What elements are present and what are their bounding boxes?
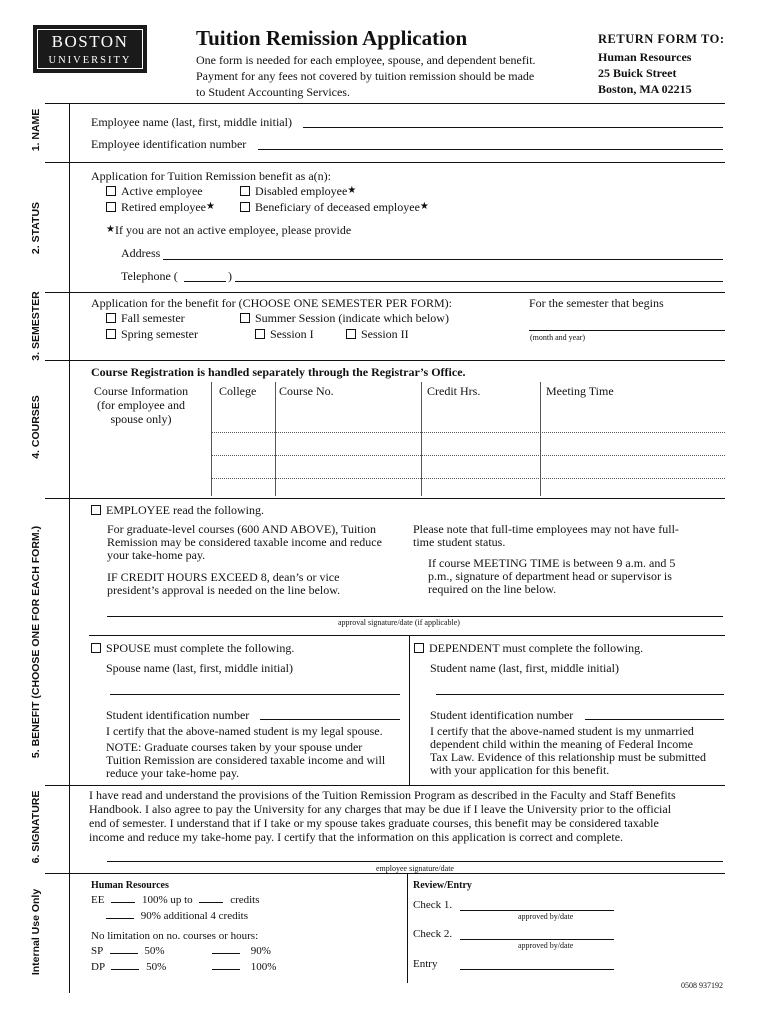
course-row-2[interactable] — [211, 455, 725, 456]
ee-percent-label: 100% up to — [141, 894, 193, 906]
paragraph-line: If course MEETING TIME is between 9 a.m. and 5 — [428, 556, 676, 570]
section-label-courses: 4. COURSES — [30, 395, 42, 459]
section-label-signature: 6. SIGNATURE — [30, 790, 42, 864]
registration-notice: Course Registration is handled separately through the Registrar’s Office. — [91, 365, 466, 379]
sp-90-blank[interactable] — [212, 953, 240, 954]
inactive-note — [106, 223, 351, 238]
paragraph-line: dependent child within the meaning of Federal Income — [430, 737, 693, 751]
disabled-employee-label: Disabled employee — [255, 184, 348, 198]
spring-semester-checkbox[interactable] — [106, 329, 116, 339]
return-address-line: 25 Buick Street — [598, 66, 677, 80]
session-1-option[interactable] — [255, 327, 314, 342]
star-marker: ★ — [419, 201, 429, 212]
paragraph-line: I have read and understand the provisions of the Tuition Remission Program as described in the Faculty and Staff Benefits — [89, 788, 676, 802]
sp-90-row — [212, 945, 271, 957]
spouse-benefit-option[interactable] — [91, 641, 294, 656]
sp-row — [91, 945, 165, 957]
employee-benefit-label: EMPLOYEE read the following. — [106, 503, 264, 517]
spouse-dependent-divider — [409, 635, 410, 785]
additional-blank[interactable] — [106, 918, 134, 919]
retired-employee-label: Retired employee — [121, 200, 206, 214]
disabled-employee-option[interactable] — [240, 184, 356, 199]
employee-id-field[interactable] — [258, 149, 723, 150]
intro-line: One form is needed for each employee, spouse, and dependent benefit. — [196, 53, 536, 67]
check-1-caption: approved by/date — [518, 912, 574, 921]
spouse-id-label: Student identification number — [106, 708, 250, 722]
section-label-name: 1. NAME — [30, 108, 42, 152]
section-divider — [45, 873, 725, 874]
area-code-field[interactable] — [184, 281, 226, 282]
employee-name-label: Employee name (last, first, middle initial) — [91, 115, 292, 129]
spring-semester-label: Spring semester — [121, 327, 198, 341]
approval-signature-caption: approval signature/date (if applicable) — [338, 618, 460, 627]
dependent-certify — [430, 725, 706, 777]
paragraph-line: For graduate-level courses (600 AND ABOVE), Tuition — [107, 522, 376, 536]
dependent-benefit-checkbox[interactable] — [414, 643, 424, 653]
section-label-semester: 3. SEMESTER — [30, 291, 42, 361]
paragraph-line: Remission may be considered taxable income and reduce — [107, 535, 382, 549]
spouse-taxable-note — [106, 741, 385, 780]
dp-blank[interactable] — [111, 969, 139, 970]
benefit-subdivider — [89, 635, 725, 636]
dependent-id-label: Student identification number — [430, 708, 574, 722]
active-employee-checkbox[interactable] — [106, 186, 116, 196]
dependent-benefit-option[interactable] — [414, 641, 643, 656]
full-time-note — [413, 523, 679, 549]
logo-line-2: UNIVERSITY — [48, 55, 132, 66]
check-2-caption: approved by/date — [518, 941, 574, 950]
credit-hours-note — [107, 571, 340, 597]
status-prompt: Application for Tuition Remission benefit as a(n): — [91, 169, 331, 183]
summer-session-label: Summer Session (indicate which below) — [255, 311, 449, 325]
star-marker: ★ — [106, 224, 115, 235]
paragraph-line: required on the line below. — [428, 582, 557, 596]
ee-row — [91, 894, 260, 906]
paragraph-line: NOTE: Graduate courses taken by your spouse under — [106, 740, 363, 754]
fall-semester-option[interactable] — [106, 311, 185, 326]
intro-line: to Student Accounting Services. — [196, 85, 350, 99]
return-label: RETURN FORM TO: — [598, 32, 725, 46]
check-2-label: Check 2. — [413, 928, 453, 940]
beneficiary-checkbox[interactable] — [240, 202, 250, 212]
sp-blank[interactable] — [110, 953, 138, 954]
paragraph-line: p.m., signature of department head or supervisor is — [428, 569, 672, 583]
ee-credits-blank[interactable] — [199, 902, 223, 903]
semester-begins-field[interactable] — [529, 330, 725, 331]
section-label-status: 2. STATUS — [30, 201, 42, 255]
star-marker: ★ — [205, 201, 215, 212]
signature-agreement — [89, 788, 676, 844]
check-2-field[interactable] — [460, 939, 614, 940]
course-row-1[interactable] — [211, 432, 725, 433]
spouse-benefit-label: SPOUSE must complete the following. — [106, 641, 295, 655]
credits-label: credits — [230, 894, 260, 906]
fall-semester-label: Fall semester — [121, 311, 185, 325]
employee-signature-caption: employee signature/date — [376, 864, 454, 873]
beneficiary-label: Beneficiary of deceased employee — [255, 200, 420, 214]
paragraph-line: Tax Law. Evidence of this relationship must be submitted — [430, 750, 706, 764]
column-meeting-time: Meeting Time — [546, 384, 614, 398]
telephone-label: Telephone ( — [121, 269, 178, 283]
spouse-certify: I certify that the above-named student is my legal spouse. — [106, 724, 383, 738]
summer-session-checkbox[interactable] — [240, 313, 250, 323]
star-marker: ★ — [347, 185, 357, 196]
semester-begins-label: For the semester that begins — [529, 296, 664, 310]
employee-benefit-option[interactable] — [91, 503, 264, 518]
approval-signature-field[interactable] — [107, 616, 723, 617]
retired-employee-option[interactable] — [106, 200, 215, 215]
ee-label: EE — [91, 894, 105, 906]
telephone-field[interactable] — [235, 281, 723, 282]
hr-heading: Human Resources — [91, 880, 169, 891]
fall-semester-checkbox[interactable] — [106, 313, 116, 323]
spouse-name-field[interactable] — [110, 694, 400, 695]
paragraph-line: end of semester. I understand that if I take or my spouse takes graduate courses, this benefit may be considered taxable — [89, 816, 659, 830]
employee-id-label: Employee identification number — [91, 137, 247, 151]
active-employee-option[interactable] — [106, 184, 203, 199]
section-divider — [45, 360, 725, 361]
section-divider — [45, 162, 725, 163]
retired-employee-checkbox[interactable] — [106, 202, 116, 212]
telephone-close: ) — [228, 269, 232, 283]
address-label: Address — [121, 246, 161, 260]
session-2-label: Session II — [361, 327, 409, 341]
paragraph-line: with your application for this benefit. — [430, 763, 610, 777]
column-credit-hrs: Credit Hrs. — [427, 384, 481, 398]
column-course-no: Course No. — [279, 384, 334, 398]
paragraph-line: president’s approval is needed on the line below. — [107, 583, 341, 597]
logo-line-1: BOSTON — [51, 32, 129, 51]
section-divider — [45, 103, 725, 104]
section-divider — [45, 292, 725, 293]
return-address — [598, 49, 692, 97]
employee-graduate-note — [107, 523, 382, 562]
semester-prompt: Application for the benefit for (CHOOSE ONE SEMESTER PER FORM): — [91, 296, 452, 310]
paragraph-line: IF CREDIT HOURS EXCEED 8, dean’s or vice — [107, 570, 340, 584]
dp-50-label: 50% — [146, 961, 167, 973]
additional-row — [106, 910, 248, 922]
spouse-id-field[interactable] — [260, 719, 400, 720]
paragraph-line: time student status. — [413, 535, 506, 549]
session-1-label: Session I — [270, 327, 314, 341]
dp-row — [91, 961, 166, 973]
intro-line: Payment for any fees not covered by tuition remission should be made — [196, 69, 535, 83]
dependent-id-field[interactable] — [585, 719, 724, 720]
paragraph-line: reduce your take-home pay. — [106, 766, 240, 780]
review-heading: Review/Entry — [413, 880, 472, 891]
employee-signature-field[interactable] — [107, 861, 723, 862]
employee-benefit-checkbox[interactable] — [91, 505, 101, 515]
dp-label: DP — [91, 961, 105, 973]
sp-90-label: 90% — [250, 945, 271, 957]
internal-divider — [407, 873, 408, 983]
dp-100-row — [212, 961, 276, 973]
beneficiary-option[interactable] — [240, 200, 429, 215]
meeting-time-note — [428, 557, 675, 596]
address-field[interactable] — [163, 259, 723, 260]
dependent-name-label: Student name (last, first, middle initial) — [430, 661, 619, 675]
paragraph-line: Handbook. I also agree to pay the University for any charges that may be due if I leave the University prior to the official — [89, 802, 672, 816]
section-divider — [45, 785, 725, 786]
paragraph-line: your take-home pay. — [107, 548, 206, 562]
column-college: College — [219, 384, 257, 398]
course-row-3[interactable] — [211, 478, 725, 479]
check-1-label: Check 1. — [413, 899, 453, 911]
no-limit-label: No limitation on no. courses or hours: — [91, 930, 259, 942]
paragraph-line: income and reduce my take-home pay. I certify that the information on this application is correct and complete. — [89, 830, 624, 844]
return-address-line: Boston, MA 02215 — [598, 82, 692, 96]
session-1-checkbox[interactable] — [255, 329, 265, 339]
course-info-line: Course Information — [93, 384, 189, 398]
paragraph-line: Please note that full-time employees may not have full- — [413, 522, 679, 536]
paragraph-line: Tuition Remission are considered taxable income and will — [106, 753, 386, 767]
session-2-option[interactable] — [346, 327, 409, 342]
form-intro — [196, 52, 576, 100]
form-title: Tuition Remission Application — [196, 26, 468, 50]
dp-100-label: 100% — [250, 961, 277, 973]
summer-session-option[interactable] — [240, 311, 449, 326]
spouse-benefit-checkbox[interactable] — [91, 643, 101, 653]
month-year-caption: (month and year) — [530, 333, 586, 342]
section-label-internal: Internal Use Only — [30, 888, 42, 976]
active-employee-label: Active employee — [121, 184, 203, 198]
return-address-line: Human Resources — [598, 50, 692, 64]
check-1-field[interactable] — [460, 910, 614, 911]
section-divider — [45, 498, 725, 499]
spring-semester-option[interactable] — [106, 327, 198, 342]
session-2-checkbox[interactable] — [346, 329, 356, 339]
course-info-line: spouse only) — [110, 412, 172, 426]
entry-field[interactable] — [460, 969, 614, 970]
disabled-employee-checkbox[interactable] — [240, 186, 250, 196]
boston-university-logo — [33, 25, 147, 73]
sp-50-label: 50% — [144, 945, 165, 957]
ee-blank[interactable] — [111, 902, 135, 903]
section-sidebar — [45, 103, 70, 993]
dependent-benefit-label: DEPENDENT must complete the following. — [429, 641, 644, 655]
sp-label: SP — [91, 945, 103, 957]
spouse-name-label: Spouse name (last, first, middle initial) — [106, 661, 293, 675]
course-info-label — [89, 384, 193, 426]
course-info-line: (for employee and — [97, 398, 185, 412]
section-label-benefit: 5. BENEFIT (CHOOSE ONE FOR EACH FORM.) — [30, 525, 42, 759]
dp-100-blank[interactable] — [212, 969, 240, 970]
entry-label: Entry — [413, 958, 438, 970]
employee-name-field[interactable] — [303, 127, 723, 128]
additional-label: 90% additional 4 credits — [140, 910, 248, 922]
inactive-note-text: If you are not an active employee, please provide — [114, 223, 352, 237]
paragraph-line: I certify that the above-named student is my unmarried — [430, 724, 694, 738]
form-number: 0508 937192 — [681, 981, 723, 990]
dependent-name-field[interactable] — [436, 694, 724, 695]
